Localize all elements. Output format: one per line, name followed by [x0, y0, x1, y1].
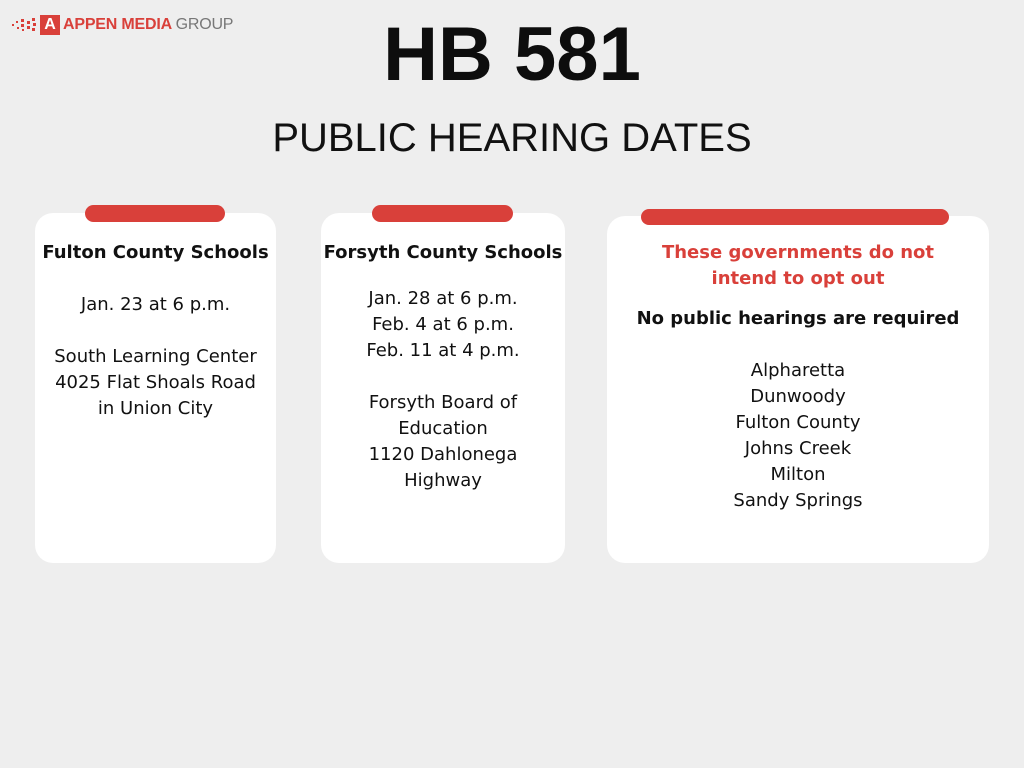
opt-out-note: intend to opt out — [711, 268, 885, 289]
no-hearings-heading: No public hearings are required — [636, 308, 960, 329]
forsyth-location-line: 1120 Dahlonega — [368, 444, 518, 465]
city-item: Alpharetta — [750, 360, 846, 381]
fulton-location-line: in Union City — [97, 398, 214, 419]
opt-out-note: These governments do not — [661, 242, 935, 263]
forsyth-card — [321, 213, 565, 563]
fulton-date: Jan. 23 at 6 p.m. — [80, 294, 231, 315]
page-subtitle: PUBLIC HEARING DATES — [272, 116, 752, 160]
city-item: Milton — [770, 464, 826, 485]
fulton-card — [35, 213, 276, 563]
forsyth-heading: Forsyth County Schools — [323, 242, 563, 263]
city-item: Dunwoody — [750, 386, 846, 407]
page-title: HB 581 — [383, 12, 641, 97]
forsyth-location-line: Forsyth Board of — [368, 392, 518, 413]
fulton-card-tab — [85, 205, 225, 222]
forsyth-date: Jan. 28 at 6 p.m. — [368, 288, 518, 309]
forsyth-location-line: Highway — [404, 470, 482, 491]
logo-group: GROUP — [175, 16, 234, 33]
governments-card-tab — [641, 209, 949, 225]
forsyth-location-line: Education — [398, 418, 488, 439]
forsyth-date: Feb. 4 at 6 p.m. — [372, 314, 514, 335]
fulton-heading: Fulton County Schools — [42, 242, 269, 263]
fulton-location-line: 4025 Flat Shoals Road — [55, 372, 256, 393]
logo-a-badge: A — [40, 15, 60, 35]
city-item: Fulton County — [735, 412, 861, 433]
logo-brand: APPEN MEDIA — [63, 16, 172, 33]
city-item: Johns Creek — [744, 438, 852, 459]
fulton-location-line: South Learning Center — [54, 346, 257, 367]
governments-card — [607, 216, 989, 563]
forsyth-date: Feb. 11 at 4 p.m. — [366, 340, 520, 361]
city-item: Sandy Springs — [733, 490, 863, 511]
forsyth-card-tab — [372, 205, 513, 222]
